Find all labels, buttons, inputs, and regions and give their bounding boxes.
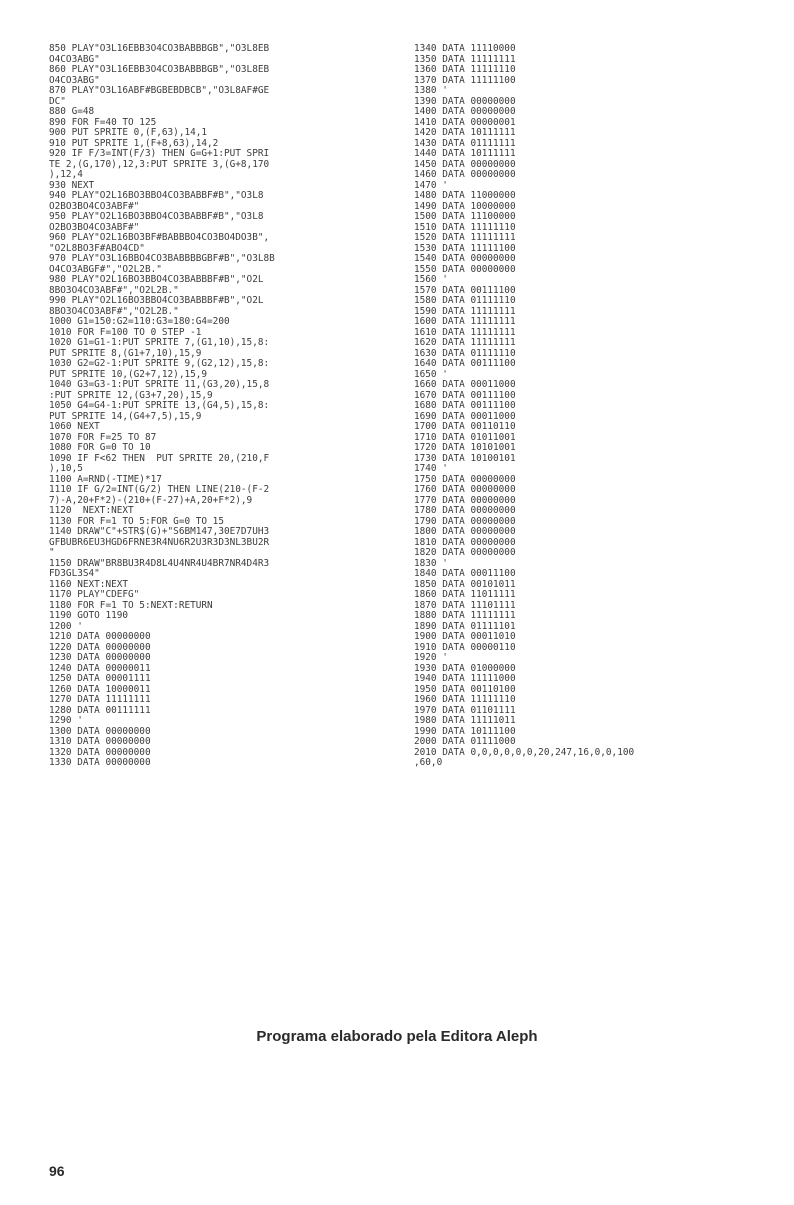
code-line: 1450 DATA 00000000 — [414, 158, 516, 170]
code-line: 1980 DATA 11111011 — [414, 715, 516, 726]
code-line: O2BO3BO4CO3ABF#" — [49, 200, 140, 212]
code-line: 960 PLAY"O2L16BO3BF#BABBBO4CO3BO4DO3B", — [49, 232, 270, 243]
code-line: 1490 DATA 10000000 — [414, 200, 516, 212]
code-line: 1530 DATA 11111100 — [414, 242, 516, 254]
code-line: GFBUBR6EU3HGD6FRNE3R4NU6R2U3R3D3NL3BU2R — [49, 536, 270, 548]
code-line: 1840 DATA 00011100 — [414, 568, 516, 579]
code-line: 1100 A=RND(-TIME)*17 — [49, 473, 162, 485]
code-line: 1410 DATA 00000001 — [414, 116, 516, 128]
code-line: 880 G=48 — [49, 106, 95, 117]
code-line: 1360 DATA 11111110 — [414, 64, 516, 75]
code-column-right — [414, 44, 764, 769]
code-line: " — [49, 547, 55, 558]
code-line: 1250 DATA 00001111 — [49, 673, 151, 684]
code-line: 1890 DATA 01111101 — [414, 620, 516, 632]
code-line: ),12,4 — [49, 169, 83, 180]
code-line: 910 PUT SPRITE 1,(F+8,63),14,2 — [49, 137, 219, 149]
code-line: 1710 DATA 01011001 — [414, 431, 516, 443]
code-column-left — [49, 44, 394, 769]
code-line: 1240 DATA 00000011 — [49, 662, 151, 674]
code-line: O4CO3ABG" — [49, 53, 100, 65]
code-line: 1640 DATA 00111100 — [414, 358, 516, 369]
code-line: 1810 DATA 00000000 — [414, 536, 516, 548]
code-line: 870 PLAY"O3L16ABF#BGBEBDBCB","O3L8AF#GE — [49, 85, 270, 96]
code-line: 1420 DATA 10111111 — [414, 127, 516, 138]
code-line: 970 PLAY"O3L16BBO4CO3BABBBBGBF#B","O3L8B — [49, 253, 275, 264]
code-line: 940 PLAY"O2L16BO3BBO4CO3BABBF#B","O3L8 — [49, 190, 264, 201]
code-line: 1580 DATA 01111110 — [414, 295, 516, 306]
code-line: 1510 DATA 11111110 — [414, 221, 516, 233]
code-line: 1290 ' — [49, 715, 83, 726]
code-line: 1120 NEXT:NEXT — [49, 505, 134, 516]
page-number: 96 — [49, 1163, 65, 1179]
code-line: 900 PUT SPRITE 0,(F,63),14,1 — [49, 127, 208, 138]
code-line: 1500 DATA 11100000 — [414, 211, 516, 222]
code-line: 890 FOR F=40 TO 125 — [49, 116, 157, 128]
code-line: 1860 DATA 11011111 — [414, 589, 516, 600]
code-line: 1150 DRAW"BR8BU3R4D8L4U4NR4U4BR7NR4D4R3 — [49, 557, 270, 569]
code-line: 1850 DATA 00101011 — [414, 578, 516, 590]
code-line: 1180 FOR F=1 TO 5:NEXT:RETURN — [49, 599, 213, 611]
code-line: PUT SPRITE 8,(G1+7,10),15,9 — [49, 347, 202, 359]
code-line: O4CO3ABGF#","O2L2B." — [49, 263, 162, 275]
code-line: 1330 DATA 00000000 — [49, 757, 151, 768]
code-line: 1870 DATA 11101111 — [414, 599, 516, 611]
code-line: ,60,0 — [414, 757, 443, 768]
code-line: 7)-A,20+F*2)-(210+(F-27)+A,20+F*2),9 — [49, 494, 253, 506]
code-line: 1560 ' — [414, 274, 448, 285]
code-line: 1990 DATA 10111100 — [414, 725, 516, 737]
code-line: 1340 DATA 11110000 — [414, 43, 516, 54]
code-line: 1200 ' — [49, 620, 83, 632]
code-line: 1720 DATA 10101001 — [414, 442, 516, 453]
code-line: 8BO3O4CO3ABF#","O2L2B." — [49, 305, 179, 317]
code-line: 1680 DATA 00111100 — [414, 400, 516, 411]
code-line: 1690 DATA 00011000 — [414, 410, 516, 422]
code-line: 930 NEXT — [49, 179, 95, 191]
code-line: 1460 DATA 00000000 — [414, 169, 516, 180]
code-line: 1900 DATA 00011010 — [414, 631, 516, 642]
code-line: 990 PLAY"O2L16BO3BBO4CO3BABBBF#B","O2L — [49, 295, 264, 306]
code-line: 1220 DATA 00000000 — [49, 641, 151, 653]
code-line: 8BO3O4CO3ABF#","O2L2B." — [49, 284, 179, 296]
code-line: 1440 DATA 10111111 — [414, 148, 516, 159]
code-line: 1080 FOR G=0 TO 10 — [49, 442, 151, 453]
code-line: 1010 FOR F=100 TO 0 STEP -1 — [49, 326, 202, 338]
code-line: :PUT SPRITE 12,(G3+7,20),15,9 — [49, 389, 213, 401]
code-line: 1060 NEXT — [49, 421, 100, 432]
code-line: 2010 DATA 0,0,0,0,0,0,20,247,16,0,0,100 — [414, 746, 635, 758]
code-line: 1110 IF G/2=INT(G/2) THEN LINE(210-(F-2 — [49, 484, 270, 495]
code-line: 1190 GOTO 1190 — [49, 610, 129, 621]
code-line: 860 PLAY"O3L16EBB3O4CO3BABBBGB","O3L8EB — [49, 64, 270, 75]
code-line: 1260 DATA 10000011 — [49, 683, 151, 695]
code-line: 1790 DATA 00000000 — [414, 515, 516, 527]
code-line: ),10,5 — [49, 463, 83, 474]
code-line: O2BO3BO4CO3ABF#" — [49, 221, 140, 233]
code-line: PUT SPRITE 14,(G4+7,5),15,9 — [49, 410, 202, 422]
code-line: 1910 DATA 00000110 — [414, 641, 516, 653]
code-line: 2000 DATA 01111000 — [414, 736, 516, 747]
code-line: 1130 FOR F=1 TO 5:FOR G=0 TO 15 — [49, 515, 224, 527]
code-line: 1670 DATA 00111100 — [414, 389, 516, 401]
code-line: 950 PLAY"O2L16BO3BBO4CO3BABBF#B","O3L8 — [49, 211, 264, 222]
code-line: 1540 DATA 00000000 — [414, 253, 516, 264]
code-line: 1880 DATA 11111111 — [414, 610, 516, 621]
code-line: 1760 DATA 00000000 — [414, 484, 516, 495]
code-line: "O2L8BO3F#ABO4CD" — [49, 242, 145, 254]
code-line: 1480 DATA 11000000 — [414, 190, 516, 201]
code-line: 1230 DATA 00000000 — [49, 652, 151, 663]
code-line: 1020 G1=G1-1:PUT SPRITE 7,(G1,10),15,8: — [49, 337, 270, 348]
code-line: 1270 DATA 11111111 — [49, 694, 151, 705]
code-line: 1660 DATA 00011000 — [414, 379, 516, 390]
code-line: 1770 DATA 00000000 — [414, 494, 516, 506]
program-credit-caption: Programa elaborado pela Editora Aleph — [256, 1028, 538, 1045]
code-line: O4CO3ABG" — [49, 74, 100, 86]
code-line: TE 2,(G,170),12,3:PUT SPRITE 3,(G+8,170 — [49, 158, 270, 170]
code-line: 1960 DATA 11111110 — [414, 694, 516, 705]
code-line: 1390 DATA 00000000 — [414, 95, 516, 107]
code-line: 1650 ' — [414, 368, 448, 380]
code-line: 1050 G4=G4-1:PUT SPRITE 13,(G4,5),15,8: — [49, 400, 270, 411]
code-line: 1920 ' — [414, 652, 448, 663]
code-line: 1830 ' — [414, 557, 448, 569]
code-line: DC" — [49, 95, 66, 107]
code-line: 1940 DATA 11111000 — [414, 673, 516, 684]
code-line: 1280 DATA 00111111 — [49, 704, 151, 716]
code-line: 1800 DATA 00000000 — [414, 526, 516, 537]
code-line: 1620 DATA 11111111 — [414, 337, 516, 348]
code-line: 1630 DATA 01111110 — [414, 347, 516, 359]
code-line: 1310 DATA 00000000 — [49, 736, 151, 747]
code-line: 1950 DATA 00110100 — [414, 683, 516, 695]
code-line: 1550 DATA 00000000 — [414, 263, 516, 275]
code-line: 920 IF F/3=INT(F/3) THEN G=G+1:PUT SPRI — [49, 148, 270, 159]
code-line: 1160 NEXT:NEXT — [49, 578, 129, 590]
code-line: 1090 IF F<62 THEN PUT SPRITE 20,(210,F — [49, 452, 270, 464]
code-line: 1970 DATA 01101111 — [414, 704, 516, 716]
code-line: 1380 ' — [414, 85, 448, 96]
code-line: 1040 G3=G3-1:PUT SPRITE 11,(G3,20),15,8 — [49, 379, 270, 390]
code-line: 1000 G1=150:G2=110:G3=180:G4=200 — [49, 316, 230, 327]
code-line: 1210 DATA 00000000 — [49, 631, 151, 642]
code-line: 1370 DATA 11111100 — [414, 74, 516, 86]
code-line: 1520 DATA 11111111 — [414, 232, 516, 243]
code-line: 1590 DATA 11111111 — [414, 305, 516, 317]
code-line: 1730 DATA 10100101 — [414, 452, 516, 464]
code-line: 1400 DATA 00000000 — [414, 106, 516, 117]
code-line: 1780 DATA 00000000 — [414, 505, 516, 516]
code-line: 1930 DATA 01000000 — [414, 662, 516, 674]
code-line: 980 PLAY"O2L16BO3BBO4CO3BABBBF#B","O2L — [49, 274, 264, 285]
code-line: 1030 G2=G2-1:PUT SPRITE 9,(G2,12),15,8: — [49, 358, 270, 369]
code-line: 1170 PLAY"CDEFG" — [49, 589, 140, 600]
code-line: 850 PLAY"O3L16EBB3O4CO3BABBBGB","O3L8EB — [49, 43, 270, 54]
code-line: 1470 ' — [414, 179, 448, 191]
code-line: 1700 DATA 00110110 — [414, 421, 516, 432]
code-line: 1350 DATA 11111111 — [414, 53, 516, 65]
code-line: 1300 DATA 00000000 — [49, 725, 151, 737]
code-line: PUT SPRITE 10,(G2+7,12),15,9 — [49, 368, 208, 380]
code-line: FD3GL3S4" — [49, 568, 100, 579]
code-line: 1430 DATA 01111111 — [414, 137, 516, 149]
code-line: 1820 DATA 00000000 — [414, 547, 516, 558]
code-line: 1140 DRAW"C"+STR$(G)+"S6BM147,30E7D7UH3 — [49, 526, 270, 537]
code-line: 1750 DATA 00000000 — [414, 473, 516, 485]
code-line: 1740 ' — [414, 463, 448, 474]
code-line: 1070 FOR F=25 TO 87 — [49, 431, 157, 443]
code-line: 1320 DATA 00000000 — [49, 746, 151, 758]
code-line: 1610 DATA 11111111 — [414, 326, 516, 338]
code-line: 1570 DATA 00111100 — [414, 284, 516, 296]
code-line: 1600 DATA 11111111 — [414, 316, 516, 327]
